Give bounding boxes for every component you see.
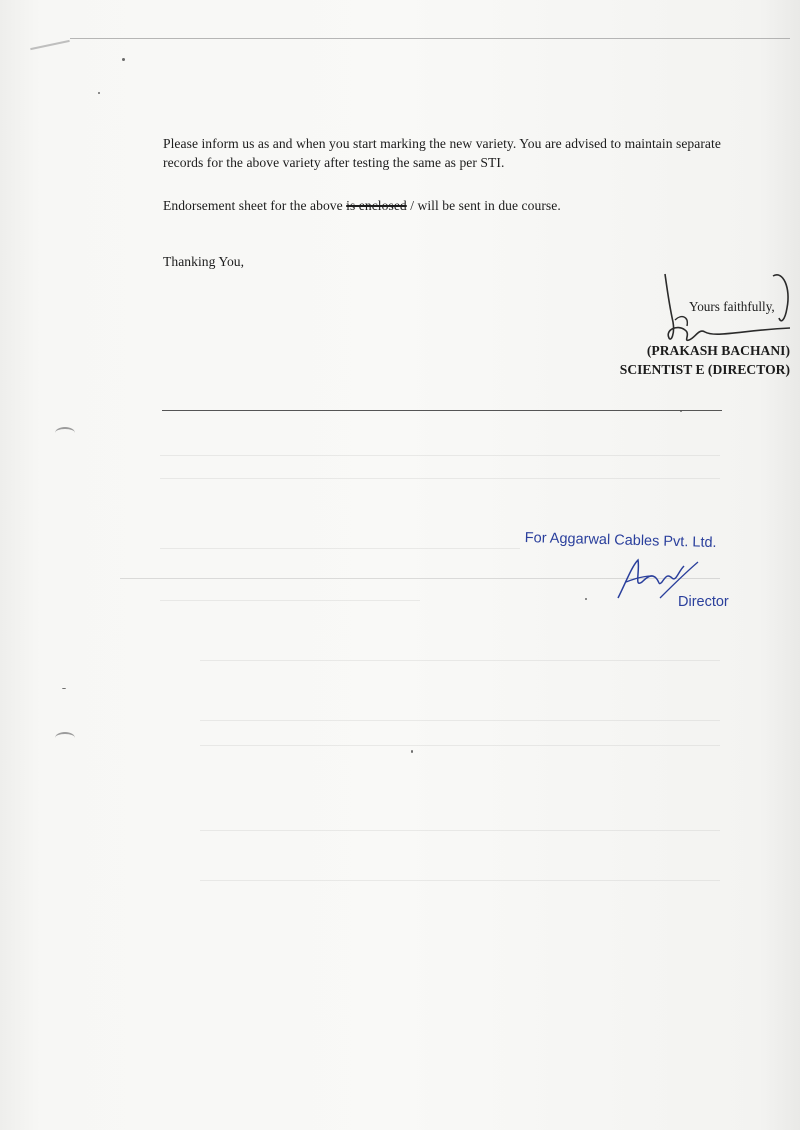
- struck-out-text: is enclosed: [346, 198, 407, 213]
- bleed-through-line: [200, 745, 720, 746]
- bleed-through-line: [160, 455, 720, 456]
- bleed-through-line: [160, 600, 420, 601]
- signatory-title: SCIENTIST E (DIRECTOR): [619, 362, 790, 377]
- bleed-through-line: [160, 478, 720, 479]
- endorsement-text-start: Endorsement sheet for the above: [163, 198, 347, 213]
- bleed-through-line: [200, 660, 720, 661]
- section-divider-rule: [162, 410, 722, 411]
- bleed-through-line: [200, 720, 720, 721]
- bleed-through-line: [200, 880, 720, 881]
- company-stamp-text: For Aggarwal Cables Pvt. Ltd.: [524, 530, 717, 552]
- endorsement-text-end: / will be sent in due course.: [406, 198, 561, 213]
- paragraph-marking-instructions: Please inform us as and when you start marking the new variety. You are advised to maintain separate records for the above variety after testing the same as per STI.: [163, 136, 721, 170]
- bleed-through-line: [160, 548, 520, 549]
- signatory-name: (PRAKASH BACHANI): [646, 343, 790, 358]
- company-stamp-designation: Director: [678, 594, 729, 610]
- closing-yours-faithfully: Yours faithfully,: [689, 299, 775, 314]
- paragraph-endorsement: [163, 196, 763, 215]
- top-left-scan-stroke: [30, 40, 70, 50]
- punch-hole-mark: [55, 732, 75, 744]
- top-scan-line: [70, 38, 790, 39]
- punch-hole-mark: [55, 427, 75, 439]
- thanking-line: Thanking You,: [163, 254, 245, 269]
- bleed-through-line: [200, 830, 720, 831]
